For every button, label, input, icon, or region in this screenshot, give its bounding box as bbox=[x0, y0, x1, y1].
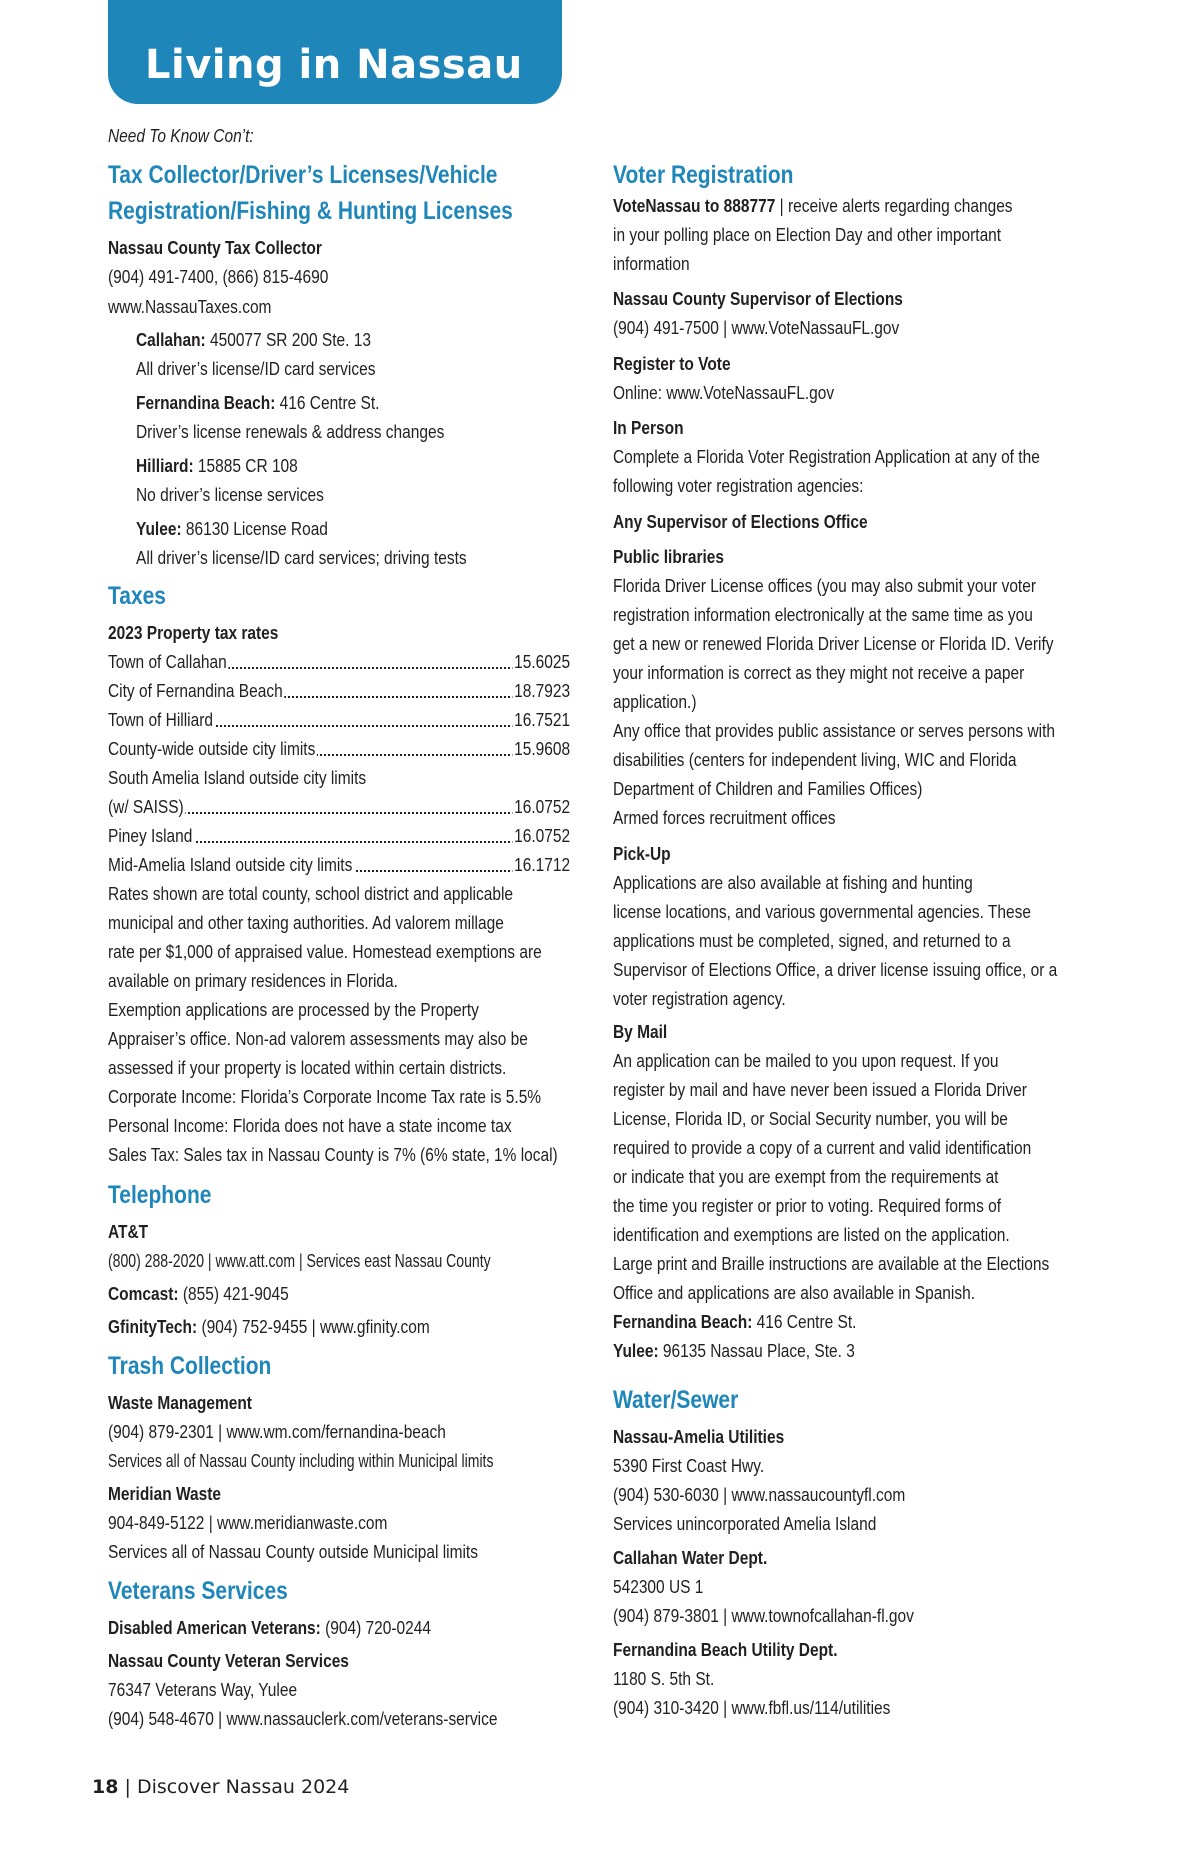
callahan-water-addr: 542300 US 1 bbox=[613, 1577, 704, 1597]
publication-name: Discover Nassau 2024 bbox=[136, 1776, 350, 1798]
taxes-subheading: 2023 Property tax rates bbox=[108, 623, 279, 643]
nau-contact: (904) 530-6030 | www.nassaucountyfl.com bbox=[613, 1485, 906, 1505]
libraries-text: your information is correct as they might not receive a paper bbox=[613, 663, 1025, 683]
mail-text: register by mail and have never been issued a Florida Driver bbox=[613, 1080, 1027, 1100]
libraries-text: disabilities (centers for independent living, WIC and Florida bbox=[613, 750, 1017, 770]
page-number: 18 bbox=[92, 1776, 119, 1798]
tax-collector-heading: Tax Collector/Driver’s Licenses/Vehicle bbox=[108, 161, 498, 189]
soe-contact: (904) 491-7500 | www.VoteNassauFL.gov bbox=[613, 318, 900, 338]
soe-yulee-office: Yulee: 96135 Nassau Place, Ste. 3 bbox=[613, 1341, 855, 1361]
pickup-text: applications must be completed, signed, and returned to a bbox=[613, 931, 1011, 951]
rate-row: County-wide outside city limits 15.9608 bbox=[108, 739, 570, 759]
tax-collector-phones: (904) 491-7400, (866) 815-4690 bbox=[108, 267, 329, 287]
telephone-heading: Telephone bbox=[108, 1181, 212, 1209]
rate-row: Town of Hilliard 16.7521 bbox=[108, 710, 570, 730]
nau-addr: 5390 First Coast Hwy. bbox=[613, 1456, 765, 1476]
rate-row: City of Fernandina Beach 18.7923 bbox=[108, 681, 570, 701]
voter-heading: Voter Registration bbox=[613, 161, 794, 189]
office-callahan-note: All driver’s license/ID card services bbox=[136, 359, 376, 379]
callahan-water-name: Callahan Water Dept. bbox=[613, 1548, 768, 1568]
public-libraries: Public libraries bbox=[613, 547, 724, 567]
taxes-note: Appraiser’s office. Non-ad valorem assessments may also be bbox=[108, 1029, 528, 1049]
att-name: AT&T bbox=[108, 1222, 149, 1242]
mail-text: identification and exemptions are listed on the application. bbox=[613, 1225, 1010, 1245]
mw-name: Meridian Waste bbox=[108, 1484, 221, 1504]
ncvs-name: Nassau County Veteran Services bbox=[108, 1651, 349, 1671]
veterans-heading: Veterans Services bbox=[108, 1577, 288, 1605]
mail-text: the time you register or prior to voting. Required forms of bbox=[613, 1196, 1002, 1216]
rate-row: (w/ SAISS) 16.0752 bbox=[108, 797, 570, 817]
tax-collector-org: Nassau County Tax Collector bbox=[108, 238, 322, 258]
office-yulee-note: All driver’s license/ID card services; driving tests bbox=[136, 548, 467, 568]
mail-text: An application can be mailed to you upon request. If you bbox=[613, 1051, 999, 1071]
taxes-note: assessed if your property is located within certain districts. bbox=[108, 1058, 507, 1078]
taxes-heading: Taxes bbox=[108, 582, 166, 610]
fb-utility-name: Fernandina Beach Utility Dept. bbox=[613, 1640, 838, 1660]
mail-text: Office and applications are also available in Spanish. bbox=[613, 1283, 976, 1303]
libraries-text: Any office that provides public assistance or serves persons with bbox=[613, 721, 1055, 741]
pickup-head: Pick-Up bbox=[613, 844, 671, 864]
gfinity-line: GfinityTech: (904) 752-9455 | www.gfinity.com bbox=[108, 1317, 430, 1337]
office-fernandina-note: Driver’s license renewals & address changes bbox=[136, 422, 445, 442]
mail-head: By Mail bbox=[613, 1022, 668, 1042]
ncvs-contact: (904) 548-4670 | www.nassauclerk.com/veterans-service bbox=[108, 1709, 498, 1729]
libraries-text: get a new or renewed Florida Driver License or Florida ID. Verify bbox=[613, 634, 1054, 654]
pickup-text: voter registration agency. bbox=[613, 989, 786, 1009]
inperson-text: following voter registration agencies: bbox=[613, 476, 864, 496]
water-heading: Water/Sewer bbox=[613, 1386, 739, 1414]
taxes-note: Corporate Income: Florida’s Corporate Income Tax rate is 5.5% bbox=[108, 1087, 542, 1107]
trash-heading: Trash Collection bbox=[108, 1352, 272, 1380]
office-fernandina: Fernandina Beach: 416 Centre St. bbox=[136, 393, 380, 413]
pickup-text: license locations, and various governmental agencies. These bbox=[613, 902, 1031, 922]
any-soe-office: Any Supervisor of Elections Office bbox=[613, 512, 868, 532]
wm-contact: (904) 879-2301 | www.wm.com/fernandina-beach bbox=[108, 1422, 446, 1442]
page-footer: 18 | Discover Nassau 2024 bbox=[92, 1776, 350, 1798]
dav-line: Disabled American Veterans: (904) 720-0244 bbox=[108, 1618, 431, 1638]
taxes-note: Personal Income: Florida does not have a state income tax bbox=[108, 1116, 512, 1136]
soe-name: Nassau County Supervisor of Elections bbox=[613, 289, 903, 309]
libraries-text: Department of Children and Families Offices) bbox=[613, 779, 923, 799]
taxes-note: available on primary residences in Florida. bbox=[108, 971, 398, 991]
rate-row: Town of Callahan 15.6025 bbox=[108, 652, 570, 672]
mail-text: required to provide a copy of a current and valid identification bbox=[613, 1138, 1032, 1158]
office-yulee: Yulee: 86130 License Road bbox=[136, 519, 328, 539]
taxes-note: Sales Tax: Sales tax in Nassau County is 7% (6% state, 1% local) bbox=[108, 1145, 558, 1165]
taxes-note: Rates shown are total county, school district and applicable bbox=[108, 884, 514, 904]
pickup-text: Supervisor of Elections Office, a driver license issuing office, or a bbox=[613, 960, 1058, 980]
tax-collector-web: www.NassauTaxes.com bbox=[108, 297, 272, 317]
callahan-water-contact: (904) 879-3801 | www.townofcallahan-fl.gov bbox=[613, 1606, 914, 1626]
fb-utility-addr: 1180 S. 5th St. bbox=[613, 1669, 715, 1689]
voter-alert-cont: in your polling place on Election Day and other important bbox=[613, 225, 1002, 245]
taxes-note: Exemption applications are processed by the Property bbox=[108, 1000, 479, 1020]
nau-name: Nassau-Amelia Utilities bbox=[613, 1427, 785, 1447]
nau-note: Services unincorporated Amelia Island bbox=[613, 1514, 877, 1534]
intro-text: Need To Know Con’t: bbox=[108, 126, 254, 146]
comcast-line: Comcast: (855) 421-9045 bbox=[108, 1284, 289, 1304]
ncvs-addr: 76347 Veterans Way, Yulee bbox=[108, 1680, 298, 1700]
tax-collector-heading-cont: Registration/Fishing & Hunting Licenses bbox=[108, 197, 513, 225]
libraries-text: Florida Driver License offices (you may also submit your voter bbox=[613, 576, 1036, 596]
pickup-text: Applications are also available at fishing and hunting bbox=[613, 873, 973, 893]
inperson-text: Complete a Florida Voter Registration Application at any of the bbox=[613, 447, 1040, 467]
rate-row: Mid-Amelia Island outside city limits 16.1712 bbox=[108, 855, 570, 875]
rate-row: Piney Island 16.0752 bbox=[108, 826, 570, 846]
office-callahan: Callahan: 450077 SR 200 Ste. 13 bbox=[136, 330, 371, 350]
page-title: Living in Nassau bbox=[145, 42, 523, 88]
mw-contact: 904-849-5122 | www.meridianwaste.com bbox=[108, 1513, 388, 1533]
taxes-note: rate per $1,000 of appraised value. Homestead exemptions are bbox=[108, 942, 542, 962]
voter-alert: VoteNassau to 888777 | receive alerts regarding changes bbox=[613, 196, 1013, 216]
register-head: Register to Vote bbox=[613, 354, 731, 374]
office-hilliard: Hilliard: 15885 CR 108 bbox=[136, 456, 298, 476]
register-online: Online: www.VoteNassauFL.gov bbox=[613, 383, 835, 403]
rate-wrap-label: South Amelia Island outside city limits bbox=[108, 768, 367, 788]
mail-text: or indicate that you are exempt from the requirements at bbox=[613, 1167, 999, 1187]
att-info: (800) 288-2020 | www.att.com | Services east Nassau County bbox=[108, 1251, 491, 1271]
voter-alert-cont: information bbox=[613, 254, 690, 274]
mail-text: License, Florida ID, or Social Security number, you will be bbox=[613, 1109, 1008, 1129]
libraries-text: Armed forces recruitment offices bbox=[613, 808, 836, 828]
libraries-text: registration information electronically at the same time as you bbox=[613, 605, 1033, 625]
mw-note: Services all of Nassau County outside Municipal limits bbox=[108, 1542, 478, 1562]
inperson-head: In Person bbox=[613, 418, 684, 438]
wm-note: Services all of Nassau County including within Municipal limits bbox=[108, 1451, 494, 1471]
mail-text: Large print and Braille instructions are available at the Elections bbox=[613, 1254, 1050, 1274]
taxes-note: municipal and other taxing authorities. Ad valorem millage bbox=[108, 913, 504, 933]
soe-fernandina-office: Fernandina Beach: 416 Centre St. bbox=[613, 1312, 857, 1332]
office-hilliard-note: No driver’s license services bbox=[136, 485, 324, 505]
fb-utility-contact: (904) 310-3420 | www.fbfl.us/114/utilities bbox=[613, 1698, 891, 1718]
wm-name: Waste Management bbox=[108, 1393, 252, 1413]
libraries-text: application.) bbox=[613, 692, 697, 712]
